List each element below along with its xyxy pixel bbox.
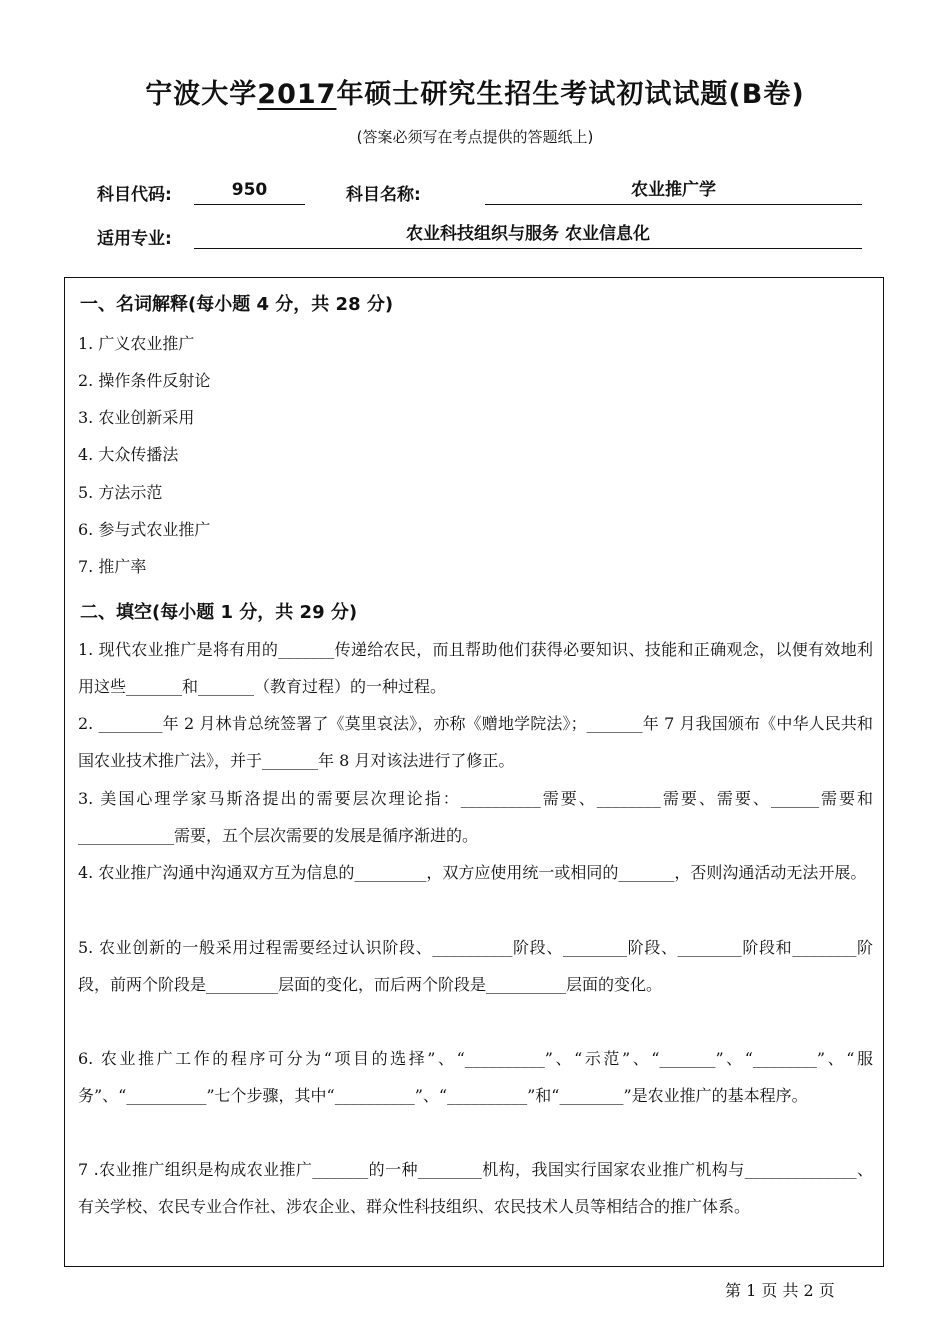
fill-blank-question: 1. 现代农业推广是将有用的_______传递给农民，而且帮助他们获得必要知识、技能和正确观念，以便有效地利用这些_______和_______（教育过程）的一种过程。: [78, 640, 873, 696]
subject-code-label: 科目代码:: [97, 185, 172, 205]
fill-blank-question: 4. 农业推广沟通中沟通双方互为信息的_________，双方应使用统一或相同的_______，否则沟通活动无法开展。: [78, 863, 867, 882]
term-item: 6. 参与式农业推广: [78, 520, 211, 539]
term-item: 4. 大众传播法: [78, 445, 179, 464]
section2-heading: 二、填空(每小题 1 分，共 29 分): [80, 602, 358, 623]
subject-code-field: 950: [194, 179, 305, 205]
term-item: 7. 推广率: [78, 557, 147, 576]
fill-blank-question: 6. 农业推广工作的程序可分为“项目的选择”、“__________”、“示范”、“_______”、“________”、“服务”、“__________”七个步骤，其中“__________”、“__________”和“________”是农业推广的基本程序。: [78, 1049, 873, 1105]
term-item: 1. 广义农业推广: [78, 334, 195, 353]
term-item: 2. 操作条件反射论: [78, 371, 211, 390]
fill-blank-question: 5. 农业创新的一般采用过程需要经过认识阶段、__________阶段、________阶段、________阶段和________阶段，前两个阶段是_________层面的变化，而后两个阶段是__________层面的变化。: [78, 938, 873, 994]
fill-blank-question: 2. ________年 2 月林肯总统签署了《莫里哀法》，亦称《赠地学院法》；_______年 7 月我国颁布《中华人民共和国农业技术推广法》，并于_______年 8 月对该法进行了修正。: [78, 714, 873, 770]
fill-blank-question: 7 .农业推广组织是构成农业推广_______的一种________机构，我国实行国家农业推广机构与______________、有关学校、农民专业合作社、涉农企业、群众性科技组织、农民技术人员等相结合的推广体系。: [78, 1160, 873, 1216]
section1-heading: 一、名词解释(每小题 4 分，共 28 分): [80, 294, 394, 315]
subject-name-field: 农业推广学: [485, 179, 862, 205]
fill-blank-question: 3. 美国心理学家马斯洛提出的需要层次理论指：__________需要、________需要、需要、______需要和____________需要，五个层次需要的发展是循序渐进的。: [78, 789, 873, 845]
page-number: 第 1 页 共 2 页: [725, 1281, 835, 1300]
term-item: 5. 方法示范: [78, 483, 163, 502]
major-label: 适用专业:: [97, 229, 172, 249]
title-year: 2017: [257, 79, 337, 110]
term-item: 3. 农业创新采用: [78, 408, 195, 427]
answer-note: (答案必须写在考点提供的答题纸上): [356, 128, 594, 146]
subject-name-label: 科目名称:: [346, 185, 421, 205]
question-box: [64, 277, 884, 1267]
exam-title: [0, 72, 950, 111]
title-prefix: 宁波大学: [145, 79, 258, 110]
title-suffix: 年硕士研究生招生考试初试试题(B卷): [336, 79, 805, 110]
major-field: 农业科技组织与服务 农业信息化: [194, 223, 862, 249]
